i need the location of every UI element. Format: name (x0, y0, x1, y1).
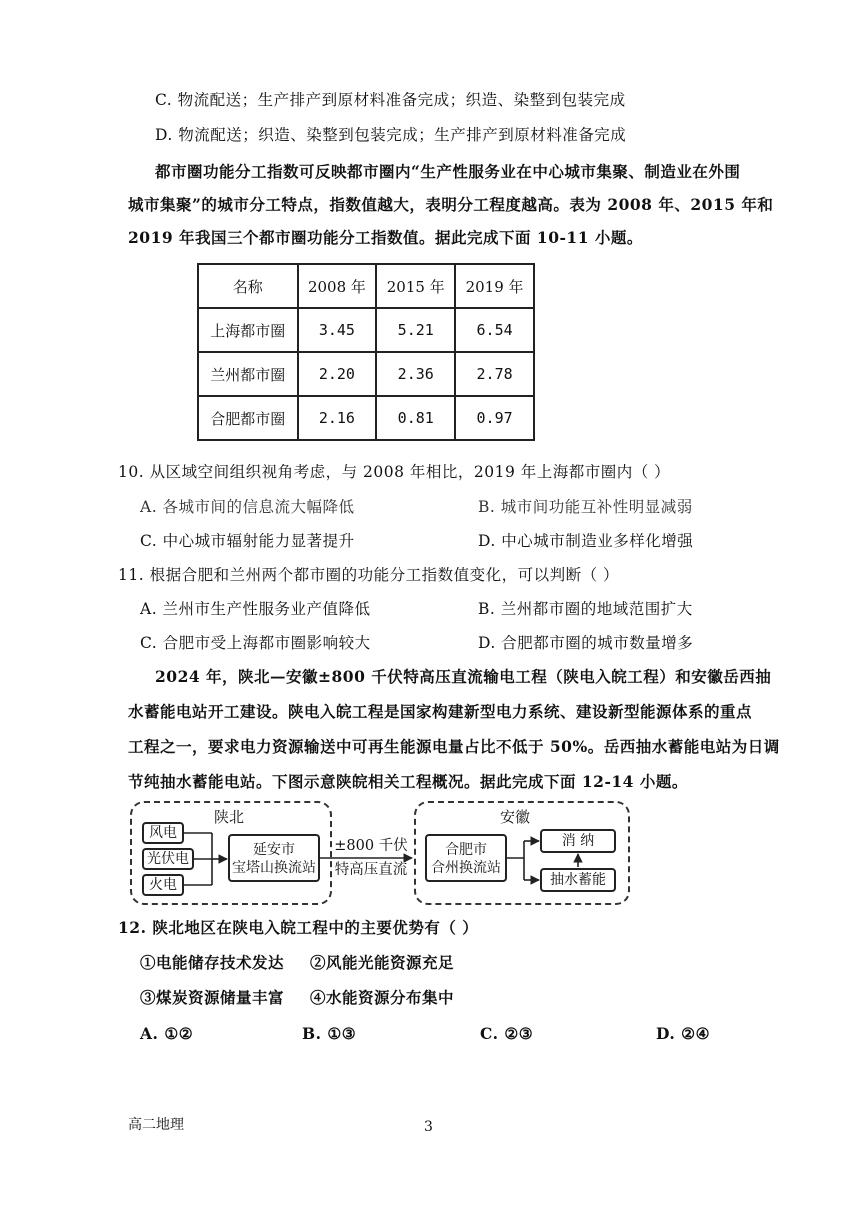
source-thermal: 火电 (142, 874, 184, 896)
q12-statement-4: ④水能资源分布集中 (310, 988, 455, 1007)
table-cell: 6.54 (455, 308, 534, 352)
table-cell: 5.21 (376, 308, 455, 352)
consumption-box: 消 纳 (540, 829, 616, 853)
pumped-storage-box: 抽水蓄能 (540, 868, 616, 892)
source-wind: 风电 (142, 822, 184, 844)
table-cell: 0.97 (455, 396, 534, 440)
table-header-cell: 2019 年 (455, 264, 534, 308)
link-voltage-label: ±800 千伏 (334, 838, 408, 854)
q9-option-d: D. 物流配送；织造、染整到包装完成；生产排产到原材料准备完成 (155, 126, 627, 144)
hefei-city-label: 合肥市 (445, 842, 487, 858)
passage1-line2: 城市集聚”的城市分工特点，指数值越大，表明分工程度越高。表为 2008 年、2015 年和 (128, 195, 774, 214)
table-cell: 兰州都市圈 (198, 352, 298, 396)
passage2-line4: 节纯抽水蓄能电站。下图示意陕皖相关工程概况。据此完成下面 12-14 小题。 (128, 772, 688, 791)
q10-option-d: D. 中心城市制造业多样化增强 (478, 532, 694, 550)
q12-option-b: B. ①③ (302, 1024, 357, 1043)
passage1-line3: 2019 年我国三个都市圈功能分工指数值。据此完成下面 10-11 小题。 (128, 228, 643, 247)
passage2-line1: 2024 年，陕北—安徽±800 千伏特高压直流输电工程（陕电入皖工程）和安徽岳西抽 (155, 667, 772, 686)
table-cell: 3.45 (298, 308, 377, 352)
shaanbei-title: 陕北 (214, 808, 245, 826)
table-cell: 2.20 (298, 352, 377, 396)
q12-option-c: C. ②③ (480, 1024, 534, 1043)
table-cell: 2.78 (455, 352, 534, 396)
q11-option-c: C. 合肥市受上海都市圈影响较大 (140, 634, 371, 652)
table-cell: 上海都市圈 (198, 308, 298, 352)
q12-stem: 12. 陕北地区在陕电入皖工程中的主要优势有（ ） (118, 918, 479, 937)
q10-option-b: B. 城市间功能互补性明显减弱 (478, 498, 693, 516)
yanan-city-label: 延安市 (253, 842, 295, 858)
passage2-line3: 工程之一，要求电力资源输送中可再生能源电量占比不低于 50%。岳西抽水蓄能电站为日调 (128, 737, 780, 756)
q10-stem: 10. 从区域空间组织视角考虑，与 2008 年相比，2019 年上海都市圈内（ ） (118, 463, 671, 481)
table-cell: 合肥都市圈 (198, 396, 298, 440)
q12-statement-2: ②风能光能资源充足 (310, 953, 455, 972)
q9-option-c: C. 物流配送；生产排产到原材料准备完成；织造、染整到包装完成 (155, 91, 626, 109)
q12-option-a: A. ①② (140, 1024, 194, 1043)
q12-option-d: D. ②④ (656, 1024, 710, 1043)
link-type-label: 特高压直流 (334, 862, 408, 878)
q12-statement-1: ①电能储存技术发达 (140, 953, 285, 972)
table-cell: 2.36 (376, 352, 455, 396)
passage1-line1: 都市圈功能分工指数可反映都市圈内“生产性服务业在中心城市集聚、制造业在外围 (155, 162, 741, 181)
page-number: 3 (424, 1119, 433, 1135)
q10-option-a: A. 各城市间的信息流大幅降低 (140, 498, 355, 516)
q11-option-a: A. 兰州市生产性服务业产值降低 (140, 600, 371, 618)
hezhou-station-label: 合州换流站 (431, 860, 501, 876)
q11-option-b: B. 兰州都市圈的地域范围扩大 (478, 600, 693, 618)
table-header-cell: 2015 年 (376, 264, 455, 308)
source-solar: 光伏电 (142, 848, 194, 870)
footer-subject: 高二地理 (128, 1117, 184, 1133)
q10-option-c: C. 中心城市辐射能力显著提升 (140, 532, 355, 550)
anhui-title: 安徽 (500, 808, 531, 826)
baotashan-station-label: 宝塔山换流站 (232, 860, 316, 876)
passage2-line2: 水蓄能电站开工建设。陕电入皖工程是国家构建新型电力系统、建设新型能源体系的重点 (128, 702, 753, 721)
table-cell: 2.16 (298, 396, 377, 440)
q12-statement-3: ③煤炭资源储量丰富 (140, 988, 285, 1007)
table-header-cell: 名称 (198, 264, 298, 308)
table-cell: 0.81 (376, 396, 455, 440)
table-header-cell: 2008 年 (298, 264, 377, 308)
q11-option-d: D. 合肥都市圈的城市数量增多 (478, 634, 694, 652)
q11-stem: 11. 根据合肥和兰州两个都市圈的功能分工指数值变化，可以判断（ ） (118, 566, 620, 584)
